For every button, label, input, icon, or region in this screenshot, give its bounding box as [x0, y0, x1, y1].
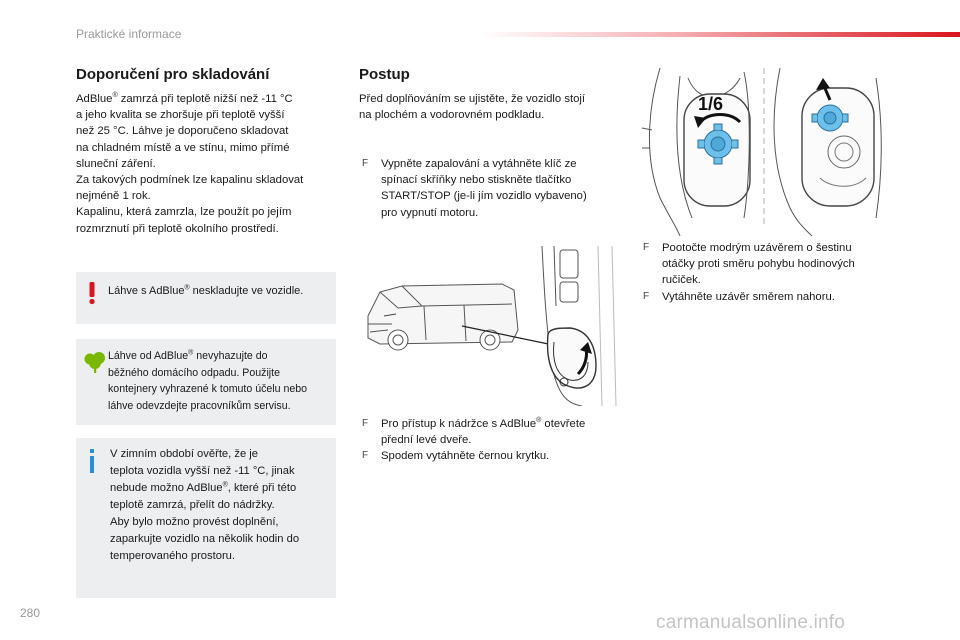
step-line: ručiček.: [662, 274, 701, 287]
eco-line: Láhve od AdBlue® nevyhazujte do: [108, 349, 268, 362]
step-pull-cap: [643, 289, 883, 305]
step-remove-cover: [362, 448, 622, 464]
info-line: teplota vozidla vyšší než -11 °C, jinak: [110, 465, 295, 477]
info-text: [110, 446, 332, 565]
info-line: nebude možno AdBlue®, které při této: [110, 481, 297, 494]
step-line: Spodem vytáhněte černou krytku.: [381, 450, 550, 463]
storage-line: než 25 °C. Láhve je doporučeno skladovat: [76, 125, 289, 138]
step-line: Pootočte modrým uzávěrem o šestinu: [662, 242, 852, 254]
storage-heading: Doporučení pro skladování: [76, 66, 270, 83]
header-accent-bar: [480, 32, 960, 37]
page-number: 280: [20, 606, 41, 620]
step-line: otáčky proti směru pohybu hodinových: [662, 258, 855, 271]
storage-line: rozmrznutí při teplotě okolního prostředí.: [76, 222, 279, 235]
eco-text: [108, 348, 332, 414]
step-open-door: [362, 416, 622, 448]
eco-line: běžného domácího odpadu. Použijte: [108, 366, 280, 379]
step-list-2: [362, 416, 622, 465]
step-line: START/STOP (je-li jím vozidlo vybaveno): [381, 190, 587, 203]
info-line: zaparkujte vozidlo na několik hodin do: [110, 533, 300, 545]
storage-line: Za takových podmínek lze kapalinu skladovat: [76, 174, 304, 187]
storage-line: nejméně 1 rok.: [76, 190, 151, 203]
info-line: V zimním období ověřte, že je: [110, 448, 258, 460]
warning-text: Láhve s AdBlue® neskladujte ve vozidle.: [108, 284, 304, 297]
eco-line: kontejnery vyhrazené k tomuto účelu nebo: [108, 383, 308, 395]
info-line: teplotě zamrzá, přelít do nádržky.: [110, 499, 275, 511]
bullet-mark: F: [643, 242, 650, 253]
procedure-heading: Postup: [359, 66, 410, 83]
watermark-link[interactable]: carmanualsonline.info: [656, 612, 846, 633]
van-door-illustration: [362, 246, 620, 406]
bullet-mark: F: [362, 418, 369, 429]
storage-text: [76, 91, 346, 237]
procedure-intro: [359, 91, 619, 123]
step-ignition-off: [362, 156, 622, 221]
info-box: [76, 438, 336, 598]
step-line: spínací skříňky nebo stiskněte tlačítko: [381, 174, 572, 187]
storage-line: na chladném místě a ve stínu, mimo přímé: [76, 141, 290, 154]
step-list-3: [643, 240, 883, 305]
storage-line: Kapalinu, která zamrzla, lze použít po jejím: [76, 206, 292, 219]
storage-line: AdBlue® zamrzá při teplotě nižší než -11 °C: [76, 92, 293, 105]
step-rotate-cap: [643, 240, 883, 289]
bullet-mark: F: [643, 290, 650, 302]
info-icon: [87, 449, 97, 473]
step-line: Vypněte zapalování a vytáhněte klíč ze: [381, 158, 577, 170]
storage-line: sluneční záření.: [76, 157, 156, 170]
step-line: Vytáhněte uzávěr směrem nahoru.: [662, 290, 835, 303]
step-line: Pro přístup k nádržce s AdBlue® otevřete: [381, 417, 586, 430]
bullet-mark: F: [362, 450, 369, 462]
step-line: pro vypnutí motoru.: [381, 206, 479, 219]
step-line: přední levé dveře.: [381, 434, 472, 447]
info-line: Aby bylo možno provést doplnění,: [110, 516, 279, 528]
storage-line: a jeho kvalita se zhoršuje při teplotě vyšší: [76, 109, 285, 122]
intro-line: Před doplňováním se ujistěte, že vozidlo stojí: [359, 93, 586, 105]
info-line: temperovaného prostoru.: [110, 550, 236, 562]
warning-icon: [86, 281, 98, 305]
warning-box: [76, 272, 336, 324]
cap-rotation-label: 1/6: [698, 94, 724, 114]
bullet-mark: F: [362, 158, 369, 169]
step-list-1: [362, 156, 622, 221]
eco-box: [76, 339, 336, 425]
eco-line: láhve odevzdejte pracovníkům servisu.: [108, 399, 291, 412]
tree-icon: [84, 351, 106, 373]
cap-removal-illustration: [640, 68, 884, 236]
intro-line: na plochém a vodorovném podkladu.: [359, 109, 545, 122]
section-title: Praktické informace: [76, 27, 182, 41]
